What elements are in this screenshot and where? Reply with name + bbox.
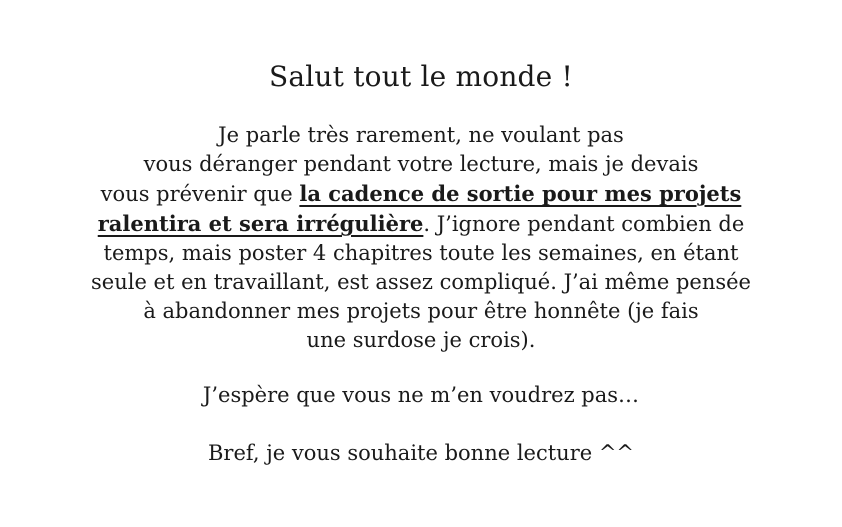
closing-line: Bref, je vous souhaite bonne lecture ^^ bbox=[207, 441, 635, 465]
highlighted-announcement-part-2: ralentira et sera irrégulière bbox=[97, 211, 424, 236]
message-body bbox=[0, 121, 842, 355]
message-title: Salut tout le monde ! bbox=[268, 60, 574, 93]
closing-paragraph bbox=[0, 439, 842, 468]
body-line-6: seule et en travaillant, est assez compliqué. J’ai même pensée bbox=[91, 270, 751, 294]
body-line-3 bbox=[0, 179, 842, 209]
body-line-3-text: vous prévenir que bbox=[100, 182, 300, 206]
body-line-1: Je parle très rarement, ne voulant pas bbox=[218, 123, 624, 147]
body-line-5: temps, mais poster 4 chapitres toute les semaines, en étant bbox=[103, 241, 739, 265]
body-line-7: à abandonner mes projets pour être honnête (je fais bbox=[143, 299, 699, 323]
body-line-4 bbox=[0, 209, 842, 239]
highlighted-announcement-part-1: la cadence de sortie pour mes projets bbox=[299, 181, 742, 206]
hope-paragraph bbox=[0, 381, 842, 410]
body-line-2: vous déranger pendant votre lecture, mais je devais bbox=[143, 152, 699, 176]
hope-line: J’espère que vous ne m’en voudrez pas… bbox=[202, 383, 640, 407]
body-line-4-text: . J’ignore pendant combien de bbox=[423, 212, 745, 236]
body-line-8: une surdose je crois). bbox=[306, 328, 536, 352]
